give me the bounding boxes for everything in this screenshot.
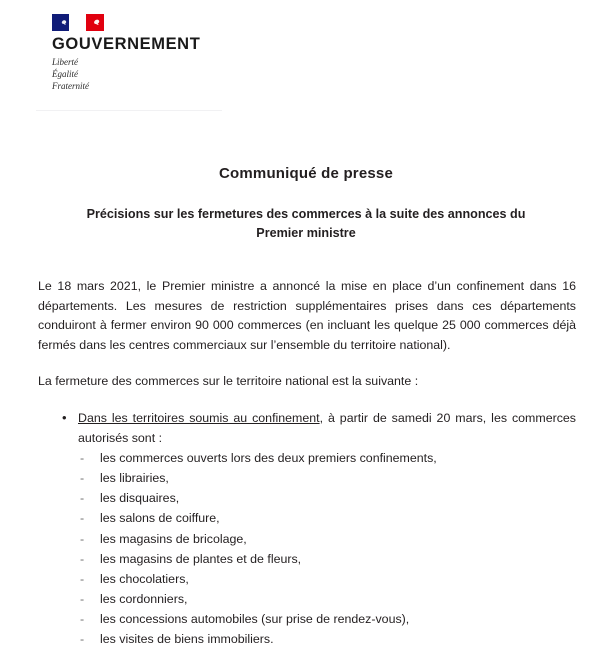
bullet-lead-rest: , à partir de samedi 20 mars, les commerces autorisés sont : [78,410,576,445]
list-item: - les magasins de plantes et de fleurs, [78,549,576,569]
motto-egalite: Égalité [52,69,78,80]
motto-liberte: Liberté [52,57,78,68]
french-republic-flag-emblem [52,14,104,31]
list-item: - les concessions automobiles (sur prise de rendez-vous), [78,609,576,629]
closure-rules-list [38,409,576,649]
government-wordmark: GOUVERNEMENT [52,35,201,53]
republic-motto [52,57,222,93]
document-subtitle: Précisions sur les fermetures des commerces à la suite des annonces du Premier ministre [86,207,526,240]
header-divider [36,110,222,111]
authorized-businesses-list [78,448,576,649]
list-item: - les visites de biens immobiliers. [78,629,576,649]
list-item: - les chocolatiers, [78,569,576,589]
list-item: - les librairies, [78,468,576,488]
list-item: - les cordonniers, [78,589,576,609]
list-item: - les commerces ouverts lors des deux premiers confinements, [78,448,576,468]
government-logo-block [52,14,222,93]
list-item: - les magasins de bricolage, [78,529,576,549]
list-item: - les disquaires, [78,488,576,508]
paragraph-intro: Le 18 mars 2021, le Premier ministre a annoncé la mise en place d’un confinement dans 16 départements. Les mesures de restriction supplémentaires prises dans ces départements conduiront à fermer environ 90 000 commerces (en incluant les quelque 25 000 commerces déjà fermés dans les centres commerciaux sur l’ensemble du territoire national). [38,279,576,352]
paragraph-lead-in: La fermeture des commerces sur le territoire national est la suivante : [38,374,419,389]
bullet-lead-underlined: Dans les territoires soumis au confinement [78,410,320,425]
list-item [38,409,576,649]
motto-fraternite: Fraternité [52,81,89,92]
document-title: Communiqué de presse [218,165,394,182]
list-item: - les salons de coiffure, [78,508,576,528]
document-body [38,277,576,649]
